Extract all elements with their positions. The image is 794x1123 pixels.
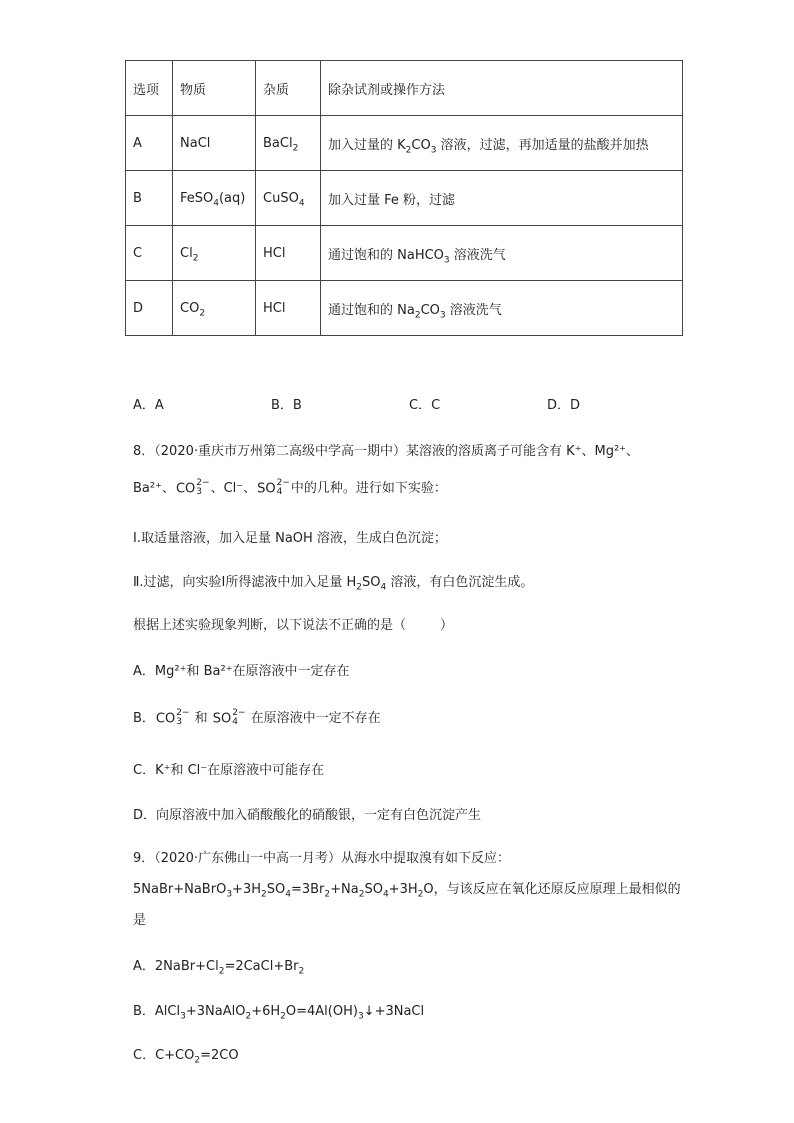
row-option: D — [126, 281, 173, 336]
header-option: 选项 — [126, 61, 173, 116]
row-impurity: BaCl$_2$ — [256, 116, 321, 171]
purification-table — [125, 60, 683, 336]
q7-option-d: D．D — [547, 398, 581, 413]
row-substance: $Cl_2$ — [173, 226, 256, 281]
sulfate-ion: SO 2− 4 — [257, 477, 290, 497]
row-method: 通过饱和的 $Na_2CO_3$ 溶液洗气 — [321, 281, 683, 336]
table-row — [126, 116, 683, 171]
q9-option-a: A．$2NaBr+Cl_2=2CaCl+Br_2$ — [133, 959, 305, 977]
table-row — [126, 171, 683, 226]
row-impurity: HCl — [256, 226, 321, 281]
table-row — [126, 281, 683, 336]
q8-option-c: C．K⁺和 Cl⁻在原溶液中可能存在 — [133, 763, 325, 778]
row-method: 加入过量 Fe 粉，过滤 — [321, 171, 683, 226]
row-substance: NaCl — [173, 116, 256, 171]
q8-step2: Ⅱ.过滤，向实验Ⅰ所得滤液中加入足量 $H_2SO_4$ 溶液，有白色沉淀生成。 — [133, 575, 534, 593]
table-row — [126, 226, 683, 281]
row-method: 通过饱和的 NaHCO$_3$ 溶液洗气 — [321, 226, 683, 281]
q9-stem-line1: 9．（2020·广东佛山一中高一月考）从海水中提取溴有如下反应： — [133, 851, 510, 866]
header-impurity: 杂质 — [256, 61, 321, 116]
row-option: A — [126, 116, 173, 171]
row-option: C — [126, 226, 173, 281]
q7-option-b: B．B — [271, 398, 302, 413]
q8-option-d: D．向原溶液中加入硝酸酸化的硝酸银，一定有白色沉淀产生 — [133, 808, 482, 823]
q9-option-b: B．$AlCl_3+3NaAlO_2+6H_2O=4Al(OH)_3↓+3NaCl$ — [133, 1004, 425, 1022]
q7-option-a: A．A — [133, 398, 164, 413]
q9-stem-line3: 是 — [133, 913, 147, 928]
row-impurity: CuSO$_4$ — [256, 171, 321, 226]
q8-option-a: A．Mg²⁺和 Ba²⁺在原溶液中一定存在 — [133, 664, 350, 679]
q8-step1: Ⅰ.取适量溶液，加入足量 NaOH 溶液，生成白色沉淀； — [133, 531, 447, 546]
header-substance: 物质 — [173, 61, 256, 116]
table-header-row — [126, 61, 683, 116]
row-option: B — [126, 171, 173, 226]
row-substance: $CO_2$ — [173, 281, 256, 336]
carbonate-ion: CO 2− 3 — [175, 477, 210, 497]
q8-stem-line2: Ba²⁺、CO 2− 3 、Cl⁻、SO 2− 4 中的几种。进行如下实验： — [133, 477, 447, 497]
q7-option-c: C．C — [409, 398, 441, 413]
q8-stem-line1: 8．（2020·重庆市万州第二高级中学高一期中）某溶液的溶质离子可能含有 K⁺、Mg²⁺、 — [133, 444, 640, 459]
q9-equation: $5NaBr+NaBrO_3+3H_2SO_4=3Br_2+Na_2SO_4+3H_2O$，与该反应在氧化还原反应原理上最相似的 — [133, 882, 681, 900]
q7-options — [133, 394, 693, 413]
q8-option-b: B．CO 2− 3 和 SO 2− 4 在原溶液中一定不存在 — [133, 707, 381, 727]
row-impurity: HCl — [256, 281, 321, 336]
row-substance: FeSO$_4$(aq) — [173, 171, 256, 226]
row-method: 加入过量的 $K_2CO_3$ 溶液，过滤，再加适量的盐酸并加热 — [321, 116, 683, 171]
q9-option-c: C．$C+CO_2=2CO$ — [133, 1048, 239, 1066]
q8-question: 根据上述实验现象判断，以下说法不正确的是（ ） — [133, 618, 454, 633]
header-method: 除杂试剂或操作方法 — [321, 61, 683, 116]
